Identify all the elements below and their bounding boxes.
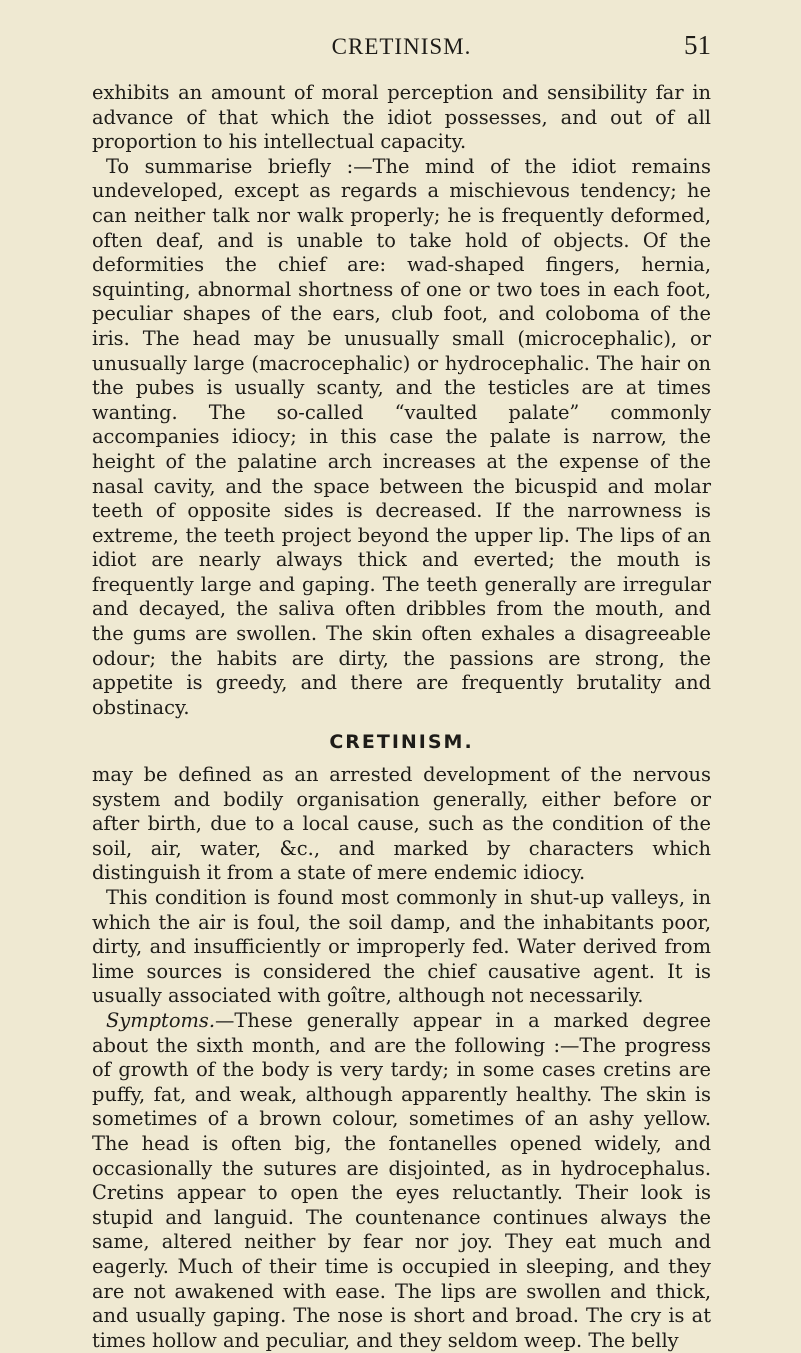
running-title: CRETINISM. xyxy=(331,34,472,59)
body-text xyxy=(92,81,711,1353)
symptoms-text: —These generally appear in a marked degree about the sixth month, and are the following :—The progress of growth of the body is very tardy; in some cases cretins are puffy, fat, and weak, although apparently healthy. The skin is sometimes of a brown colour, sometimes of an ashy yellow. The head is often big, the fontanelles opened widely, and occasionally the sutures are disjointed, as in hydrocephalus. Cretins appear to open the eyes reluctantly. Their look is stupid and languid. The countenance continues always the same, altered neither by fear nor joy. They eat much and eagerly. Much of their time is occupied in sleeping, and they are not awakened with ease. The lips are swollen and thick, and usually gaping. The nose is short and broad. The cry is at times hollow and peculiar, and they seldom weep. The belly xyxy=(92,1008,711,1352)
paragraph-symptoms xyxy=(92,1009,711,1353)
running-head xyxy=(92,30,711,64)
paragraph-continued: exhibits an amount of moral perception and sensibility far in advance of that which the idiot possesses, and out of all proportion to his intellectual capacity. xyxy=(92,81,711,154)
paragraph-condition: This condition is found most commonly in shut-up valleys, in which the air is foul, the soil damp, and the inhabitants poor, dirty, and insufficiently or improperly fed. Water derived from lime sources is considered the chief causative agent. It is usually associated with goître, although not necessarily. xyxy=(92,886,711,1008)
page-number: 51 xyxy=(684,30,711,60)
symptoms-lead: Symptoms. xyxy=(106,1008,216,1032)
section-heading: CRETINISM. xyxy=(329,731,474,754)
paragraph-summary: To summarise briefly :—The mind of the idiot remains undeveloped, except as regards a mischievous tendency; he can neither talk nor walk properly; he is frequently deformed, often deaf, and is unable to take hold of objects. Of the deformities the chief are: wad-shaped fingers, hernia, squinting, abnormal shortness of one or two toes in each foot, peculiar shapes of the ears, club foot, and coloboma of the iris. The head may be unusually small (microcephalic), or unusually large (macrocephalic) or hydrocephalic. The hair on the pubes is usually scanty, and the testicles are at times wanting. The so-called “vaulted palate” commonly accompanies idiocy; in this case the palate is narrow, the height of the palatine arch increases at the expense of the nasal cavity, and the space between the bicuspid and molar teeth of opposite sides is decreased. If the narrowness is extreme, the teeth project beyond the upper lip. The lips of an idiot are nearly always thick and everted; the mouth is frequently large and gaping. The teeth generally are irregular and decayed, the saliva often dribbles from the mouth, and the gums are swollen. The skin often exhales a disagreeable odour; the habits are dirty, the passions are strong, the appetite is greedy, and there are frequently brutality and obstinacy. xyxy=(92,154,711,719)
paragraph-definition: may be defined as an arrested development of the nervous system and bodily organisation generally, either before or after birth, due to a local cause, such as the condition of the soil, air, water, &c., and marked by characters which distinguish it from a state of mere endemic idiocy. xyxy=(92,763,711,885)
